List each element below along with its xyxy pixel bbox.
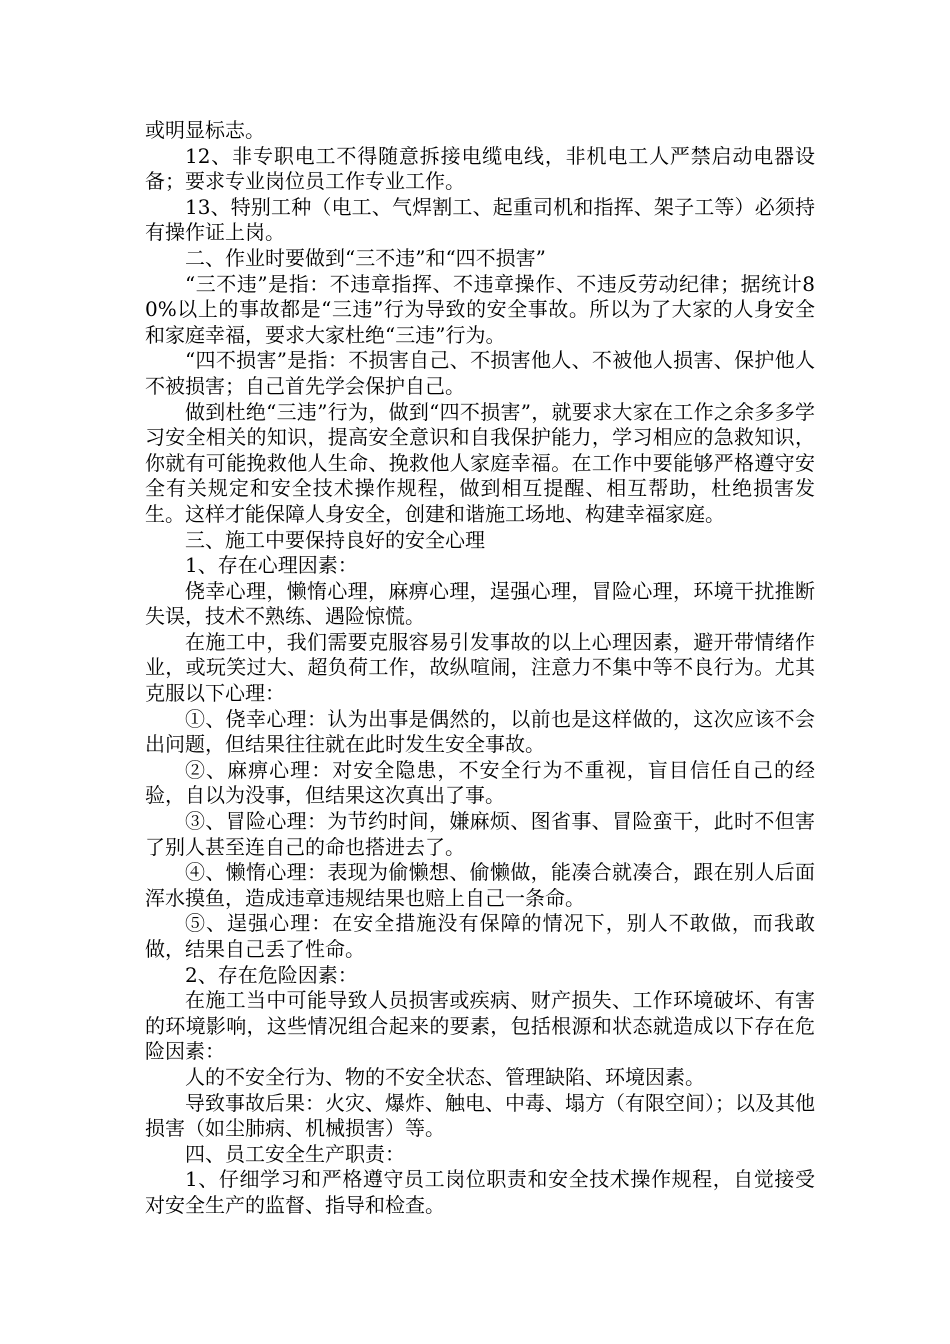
paragraph-four-no-harm: “四不损害”是指：不损害自己、不损害他人、不被他人损害、保护他人不被损害；自己首先学会保护自己。 bbox=[145, 348, 815, 398]
paragraph-item-5: ⑤、逞强心理：在安全措施没有保障的情况下，别人不敢做，而我敢做，结果自己丢了性命。 bbox=[145, 911, 815, 961]
paragraph-item-1: ①、侥幸心理：认为出事是偶然的，以前也是这样做的，这次应该不会出问题，但结果往往就在此时发生安全事故。 bbox=[145, 706, 815, 757]
section-heading-2: 二、作业时要做到“三不违”和“四不损害” bbox=[185, 245, 546, 270]
paragraph-danger-list: 人的不安全行为、物的不安全状态、管理缺陷、环境因素。 bbox=[185, 1064, 705, 1089]
paragraph-consequences: 导致事故后果：火灾、爆炸、触电、中毒、塌方（有限空间）；以及其他损害（如尘肺病、机械损害）等。 bbox=[145, 1090, 815, 1141]
paragraph-safety-learning: 做到杜绝“三违”行为，做到“四不损害”，就要求大家在工作之余多多学习安全相关的知识，提高安全意识和自我保护能力，学习相应的急救知识，你就有可能挽救他人生命、挽救他人家庭幸福。在工作中要能够严格遵守安全有关规定和安全技术操作规程，做到相互提醒、相互帮助，杜绝损害发生。这样才能保障人身安全，创建和谐施工场地、构建幸福家庭。 bbox=[145, 399, 815, 526]
paragraph-rule-12: 12、非专职电工不得随意拆接电缆电线，非机电工人严禁启动电器设备；要求专业岗位员工作专业工作。 bbox=[145, 143, 815, 194]
paragraph-item-4: ④、懒惰心理：表现为偷懒想、偷懒做，能凑合就凑合，跟在别人后面浑水摸鱼，造成违章违规结果也赔上自己一条命。 bbox=[145, 860, 815, 910]
paragraph-duty-1: 1、仔细学习和严格遵守员工岗位职责和安全技术操作规程，自觉接受对安全生产的监督、指导和检查。 bbox=[145, 1167, 815, 1217]
section-heading-3: 三、施工中要保持良好的安全心理 bbox=[185, 527, 485, 552]
paragraph-rule-13: 13、特别工种（电工、气焊割工、起重司机和指挥、架子工等）必须持有操作证上岗。 bbox=[145, 194, 815, 245]
document-body bbox=[145, 118, 815, 1219]
paragraph-continuation: 或明显标志。 bbox=[145, 118, 265, 142]
paragraph-item-3: ③、冒险心理：为节约时间，嫌麻烦、图省事、冒险蛮干，此时不但害了别人甚至连自己的命也搭进去了。 bbox=[145, 809, 815, 859]
subheading-psych-factors: 1、存在心理因素： bbox=[185, 553, 358, 578]
paragraph-three-no-violations: “三不违”是指：不违章指挥、不违章操作、不违反劳动纪律；据统计80%以上的事故都是“三违”行为导致的安全事故。所以为了大家的人身安全和家庭幸福，要求大家杜绝“三违”行为。 bbox=[145, 271, 815, 347]
subheading-danger-factors: 2、存在危险因素： bbox=[185, 962, 358, 987]
section-heading-4: 四、员工安全生产职责： bbox=[185, 1141, 405, 1166]
paragraph-item-2: ②、麻痹心理：对安全隐患，不安全行为不重视，盲目信任自己的经验，自以为没事，但结果这次真出了事。 bbox=[145, 757, 815, 808]
paragraph-danger-desc: 在施工当中可能导致人员损害或疾病、财产损失、工作环境破坏、有害的环境影响，这些情况组合起来的要素，包括根源和状态就造成以下存在危险因素： bbox=[145, 988, 815, 1064]
paragraph-overcome: 在施工中，我们需要克服容易引发事故的以上心理因素，避开带情绪作业，或玩笑过大、超负荷工作，故纵喧闹，注意力不集中等不良行为。尤其克服以下心理： bbox=[145, 629, 815, 706]
paragraph-psych-list: 侥幸心理，懒惰心理，麻痹心理，逞强心理，冒险心理，环境干扰推断失误，技术不熟练、遇险惊慌。 bbox=[145, 578, 815, 629]
